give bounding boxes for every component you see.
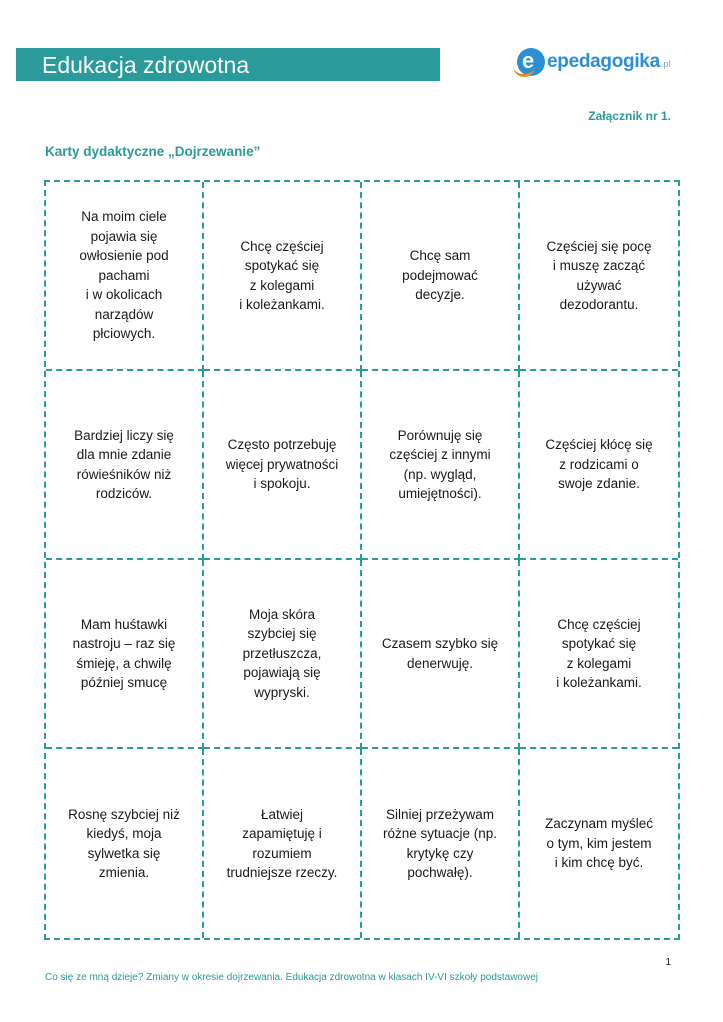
logo-e-icon: e xyxy=(517,48,545,76)
card: Czasem szybko się denerwuję. xyxy=(362,560,520,749)
card: Na moim ciele pojawia się owłosienie pod pachami i w okolicach narządów płciowych. xyxy=(46,182,204,371)
page-number: 1 xyxy=(665,957,671,968)
card: Częściej się pocę i muszę zacząć używać dezodorantu. xyxy=(520,182,678,371)
annex-label: Załącznik nr 1. xyxy=(588,109,671,123)
card: Często potrzebuję więcej prywatności i spokoju. xyxy=(204,371,362,560)
card: Częściej kłócę się z rodzicami o swoje zdanie. xyxy=(520,371,678,560)
card: Mam huśtawki nastroju – raz się śmieję, a chwilę później smucę xyxy=(46,560,204,749)
card: Chcę sam podejmować decyzje. xyxy=(362,182,520,371)
card: Chcę częściej spotykać się z kolegami i koleżankami. xyxy=(204,182,362,371)
logo-tld: .pl xyxy=(660,59,671,69)
header-title: Edukacja zdrowotna xyxy=(42,52,250,78)
cards-grid xyxy=(44,180,680,940)
footer: Co się ze mną dzieje? Zmiany w okresie dojrzewania. Edukacja zdrowotna w klasach IV-VI szkoły podstawowej xyxy=(45,972,539,983)
header-band xyxy=(16,48,440,81)
logo-wordmark: epedagogika xyxy=(547,51,660,72)
card: Moja skóra szybciej się przetłuszcza, pojawiają się wypryski. xyxy=(204,560,362,749)
card: Silniej przeżywam różne sytuacje (np. krytykę czy pochwałę). xyxy=(362,749,520,938)
card: Bardziej liczy się dla mnie zdanie rówieśników niż rodziców. xyxy=(46,371,204,560)
card: Chcę częściej spotykać się z kolegami i koleżankami. xyxy=(520,560,678,749)
card: Porównuję się częściej z innymi (np. wygląd, umiejętności). xyxy=(362,371,520,560)
card: Łatwiej zapamiętuję i rozumiem trudniejsze rzeczy. xyxy=(204,749,362,938)
card: Rosnę szybciej niż kiedyś, moja sylwetka się zmienia. xyxy=(46,749,204,938)
card: Zaczynam myśleć o tym, kim jestem i kim chcę być. xyxy=(544,816,654,871)
cards-title: Karty dydaktyczne „Dojrzewanie” xyxy=(45,144,261,159)
epedagogika-logo[interactable] xyxy=(517,45,670,79)
